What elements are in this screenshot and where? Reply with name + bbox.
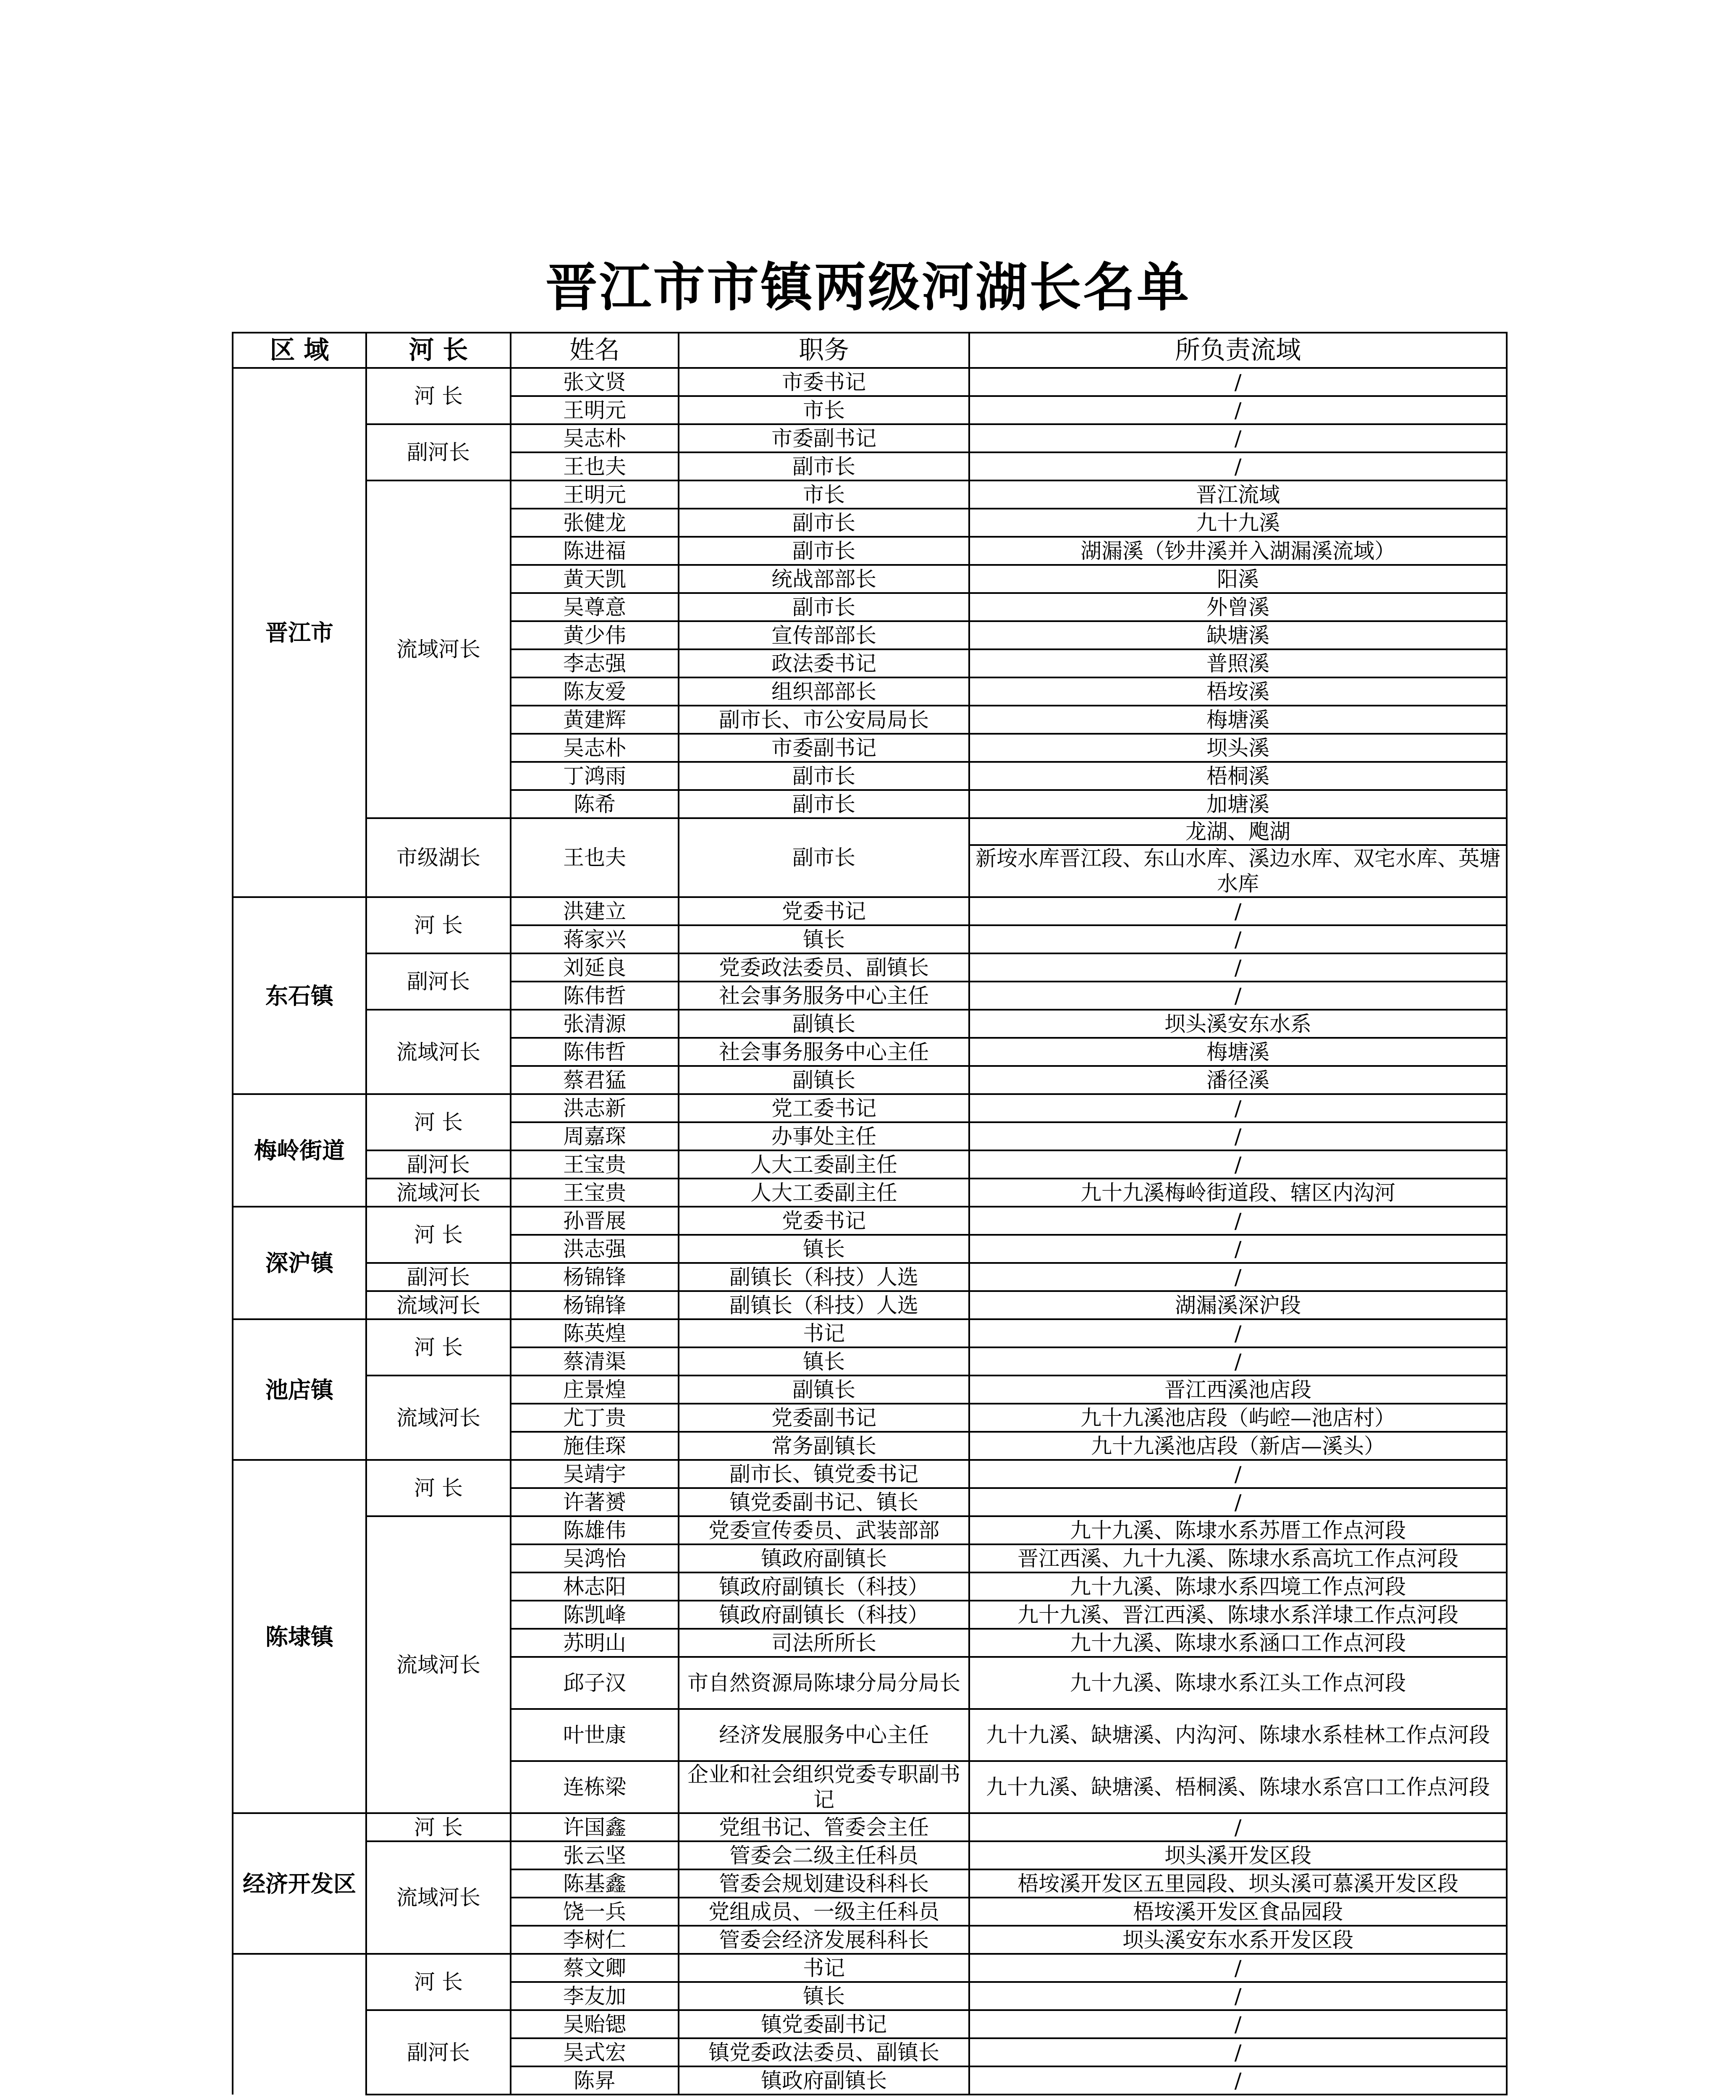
name-cell: 吴志朴 <box>511 734 679 762</box>
name-cell: 张清源 <box>511 1010 679 1038</box>
post-cell: 人大工委副主任 <box>679 1150 969 1179</box>
basin-cell: 坝头溪 <box>969 734 1507 762</box>
post-cell: 镇长 <box>679 1982 969 2010</box>
name-cell: 许著赟 <box>511 1488 679 1516</box>
post-cell: 社会事务服务中心主任 <box>679 982 969 1010</box>
post-cell: 党委书记 <box>679 1207 969 1235</box>
name-cell: 蔡清渠 <box>511 1347 679 1376</box>
chief-role-cell: 河 长 <box>366 1813 511 1841</box>
name-cell: 陈雄伟 <box>511 1516 679 1544</box>
chief-role-cell: 副河长 <box>366 953 511 1010</box>
document-title: 晋江市市镇两级河湖长名单 <box>545 257 1191 318</box>
header-area: 区 域 <box>233 333 366 368</box>
table-row <box>233 1460 1507 1488</box>
post-cell: 管委会二级主任科员 <box>679 1841 969 1869</box>
post-cell: 党委书记 <box>679 897 969 925</box>
name-cell: 王宝贵 <box>511 1179 679 1207</box>
table-row <box>233 1150 1507 1179</box>
table-row <box>233 424 1507 452</box>
chief-role-cell: 河 长 <box>366 1094 511 1150</box>
region-cell: 晋江市 <box>233 368 366 897</box>
basin-cell: / <box>969 2066 1507 2095</box>
post-cell: 党委政法委员、副镇长 <box>679 953 969 982</box>
name-cell: 刘延良 <box>511 953 679 982</box>
post-cell: 副镇长（科技）人选 <box>679 1263 969 1291</box>
name-cell: 邱子汉 <box>511 1657 679 1709</box>
name-cell: 苏明山 <box>511 1629 679 1657</box>
post-cell: 镇政府副镇长（科技） <box>679 1601 969 1629</box>
region-cell: 陈埭镇 <box>233 1460 366 1813</box>
basin-cell: / <box>969 897 1507 925</box>
post-cell: 党组成员、一级主任科员 <box>679 1898 969 1926</box>
table-row <box>233 1179 1507 1207</box>
name-cell: 陈凯峰 <box>511 1601 679 1629</box>
post-cell: 副市长 <box>679 452 969 480</box>
name-cell: 黄天凯 <box>511 565 679 593</box>
post-cell: 组织部部长 <box>679 677 969 706</box>
name-cell: 孙晋展 <box>511 1207 679 1235</box>
name-cell: 李树仁 <box>511 1926 679 1954</box>
name-cell: 蔡君猛 <box>511 1066 679 1094</box>
table-row <box>233 1094 1507 1122</box>
table-row <box>233 1263 1507 1291</box>
post-cell: 副市长 <box>679 790 969 818</box>
post-cell: 镇政府副镇长 <box>679 1544 969 1572</box>
river-chief-roster-table <box>232 332 1508 2095</box>
post-cell: 党委副书记 <box>679 1404 969 1432</box>
post-cell: 社会事务服务中心主任 <box>679 1038 969 1066</box>
name-cell: 吴靖宇 <box>511 1460 679 1488</box>
basin-cell: 九十九溪池店段（新店—溪头） <box>969 1432 1507 1460</box>
post-cell: 党工委书记 <box>679 1094 969 1122</box>
name-cell: 连栋梁 <box>511 1761 679 1813</box>
post-cell: 镇政府副镇长（科技） <box>679 1572 969 1601</box>
region-cell: 深沪镇 <box>233 1207 366 1319</box>
post-cell: 市委副书记 <box>679 734 969 762</box>
table-row <box>233 1010 1507 1038</box>
post-cell: 宣传部部长 <box>679 621 969 649</box>
chief-role-cell: 河 长 <box>366 1207 511 1263</box>
post-cell: 经济发展服务中心主任 <box>679 1709 969 1761</box>
name-cell: 庄景煌 <box>511 1376 679 1404</box>
post-cell: 管委会规划建设科科长 <box>679 1869 969 1898</box>
name-cell: 王明元 <box>511 396 679 424</box>
name-cell: 洪志强 <box>511 1235 679 1263</box>
basin-line: 新垵水库晋江段、东山水库、溪边水库、双宅水库、英塘水库 <box>969 844 1507 896</box>
name-cell: 蔡文卿 <box>511 1954 679 1982</box>
chief-role-cell: 流域河长 <box>366 1516 511 1813</box>
post-cell: 市自然资源局陈埭分局分局长 <box>679 1657 969 1709</box>
basin-cell: 九十九溪、缺塘溪、内沟河、陈埭水系桂林工作点河段 <box>969 1709 1507 1761</box>
header-row <box>233 333 1507 368</box>
post-cell: 镇党委副书记、镇长 <box>679 1488 969 1516</box>
post-cell: 书记 <box>679 1319 969 1347</box>
basin-cell: 梧桐溪 <box>969 762 1507 790</box>
basin-cell: / <box>969 396 1507 424</box>
table-row <box>233 1516 1507 1544</box>
name-cell: 陈友爱 <box>511 677 679 706</box>
name-cell: 吴鸿怡 <box>511 1544 679 1572</box>
table-row <box>233 953 1507 982</box>
header-basin: 所负责流域 <box>969 333 1507 368</box>
region-cell <box>233 1954 366 2095</box>
basin-cell: 湖漏溪深沪段 <box>969 1291 1507 1319</box>
post-cell: 办事处主任 <box>679 1122 969 1150</box>
post-cell: 党组书记、管委会主任 <box>679 1813 969 1841</box>
post-cell: 副镇长 <box>679 1066 969 1094</box>
basin-cell: / <box>969 1235 1507 1263</box>
post-cell: 市委副书记 <box>679 424 969 452</box>
table-row <box>233 1813 1507 1841</box>
name-cell: 李友加 <box>511 1982 679 2010</box>
post-cell: 市长 <box>679 480 969 509</box>
name-cell: 陈伟哲 <box>511 1038 679 1066</box>
basin-cell: 加塘溪 <box>969 790 1507 818</box>
chief-role-cell: 流域河长 <box>366 1376 511 1460</box>
basin-cell: 九十九溪、缺塘溪、梧桐溪、陈埭水系宫口工作点河段 <box>969 1761 1507 1813</box>
post-cell: 常务副镇长 <box>679 1432 969 1460</box>
name-cell: 杨锦锋 <box>511 1263 679 1291</box>
chief-role-cell: 流域河长 <box>366 1291 511 1319</box>
table-row <box>233 1376 1507 1404</box>
name-cell: 王宝贵 <box>511 1150 679 1179</box>
basin-cell: 坝头溪开发区段 <box>969 1841 1507 1869</box>
post-cell: 副市长 <box>679 537 969 565</box>
basin-cell: / <box>969 925 1507 953</box>
post-cell: 副镇长 <box>679 1010 969 1038</box>
post-cell: 副市长 <box>679 593 969 621</box>
basin-cell: / <box>969 1347 1507 1376</box>
name-cell: 吴式宏 <box>511 2038 679 2066</box>
basin-cell: / <box>969 1488 1507 1516</box>
basin-cell <box>969 818 1507 897</box>
name-cell: 施佳琛 <box>511 1432 679 1460</box>
name-cell: 许国鑫 <box>511 1813 679 1841</box>
basin-cell: / <box>969 1122 1507 1150</box>
basin-cell: 外曾溪 <box>969 593 1507 621</box>
table-row <box>233 1207 1507 1235</box>
name-cell: 张文贤 <box>511 368 679 396</box>
chief-role-cell: 副河长 <box>366 2010 511 2095</box>
table-row <box>233 2010 1507 2038</box>
basin-cell: 晋江西溪、九十九溪、陈埭水系高坑工作点河段 <box>969 1544 1507 1572</box>
basin-cell: / <box>969 2038 1507 2066</box>
basin-cell: / <box>969 1460 1507 1488</box>
basin-cell: 梧垵溪开发区食品园段 <box>969 1898 1507 1926</box>
post-cell: 市委书记 <box>679 368 969 396</box>
name-cell: 吴志朴 <box>511 424 679 452</box>
name-cell: 吴尊意 <box>511 593 679 621</box>
name-cell: 林志阳 <box>511 1572 679 1601</box>
name-cell: 饶一兵 <box>511 1898 679 1926</box>
post-cell: 副市长、镇党委书记 <box>679 1460 969 1488</box>
basin-cell: 九十九溪 <box>969 509 1507 537</box>
region-cell: 经济开发区 <box>233 1813 366 1954</box>
post-cell: 镇党委政法委员、副镇长 <box>679 2038 969 2066</box>
basin-cell: 晋江西溪池店段 <box>969 1376 1507 1404</box>
region-cell: 池店镇 <box>233 1319 366 1460</box>
header-name: 姓名 <box>511 333 679 368</box>
name-cell: 张健龙 <box>511 509 679 537</box>
basin-cell: / <box>969 424 1507 452</box>
basin-cell: / <box>969 1207 1507 1235</box>
basin-cell: / <box>969 1094 1507 1122</box>
basin-cell: 九十九溪、陈埭水系涵口工作点河段 <box>969 1629 1507 1657</box>
basin-cell: 梅塘溪 <box>969 1038 1507 1066</box>
name-cell: 张云坚 <box>511 1841 679 1869</box>
post-cell: 镇长 <box>679 1235 969 1263</box>
post-cell: 政法委书记 <box>679 649 969 677</box>
chief-role-cell: 河 长 <box>366 368 511 424</box>
basin-cell: 梧垵溪 <box>969 677 1507 706</box>
table-row <box>233 480 1507 509</box>
table-row <box>233 897 1507 925</box>
name-cell: 蒋家兴 <box>511 925 679 953</box>
name-cell: 杨锦锋 <box>511 1291 679 1319</box>
name-cell: 黄少伟 <box>511 621 679 649</box>
name-cell: 陈昇 <box>511 2066 679 2095</box>
post-cell: 副镇长 <box>679 1376 969 1404</box>
name-cell: 王也夫 <box>511 452 679 480</box>
chief-role-cell: 河 长 <box>366 1954 511 2010</box>
chief-role-cell: 副河长 <box>366 424 511 480</box>
basin-cell: / <box>969 1954 1507 1982</box>
chief-role-cell: 河 长 <box>366 1319 511 1376</box>
basin-cell: 九十九溪梅岭街道段、辖区内沟河 <box>969 1179 1507 1207</box>
table-row <box>233 1291 1507 1319</box>
basin-cell: 九十九溪、晋江西溪、陈埭水系洋埭工作点河段 <box>969 1601 1507 1629</box>
basin-cell: / <box>969 1982 1507 2010</box>
post-cell: 人大工委副主任 <box>679 1179 969 1207</box>
basin-cell: 梧垵溪开发区五里园段、坝头溪可慕溪开发区段 <box>969 1869 1507 1898</box>
table-row <box>233 1841 1507 1869</box>
chief-role-cell: 副河长 <box>366 1150 511 1179</box>
table-row <box>233 1319 1507 1347</box>
basin-cell: / <box>969 452 1507 480</box>
basin-cell: 九十九溪、陈埭水系四境工作点河段 <box>969 1572 1507 1601</box>
post-cell: 副市长 <box>679 762 969 790</box>
name-cell: 叶世康 <box>511 1709 679 1761</box>
basin-cell: / <box>969 982 1507 1010</box>
post-cell: 镇长 <box>679 1347 969 1376</box>
post-cell: 副市长 <box>679 509 969 537</box>
chief-role-cell: 流域河长 <box>366 1841 511 1954</box>
name-cell: 洪志新 <box>511 1094 679 1122</box>
basin-cell: / <box>969 1150 1507 1179</box>
region-cell: 东石镇 <box>233 897 366 1094</box>
post-cell: 副市长 <box>679 818 969 897</box>
basin-cell: / <box>969 1813 1507 1841</box>
basin-cell: / <box>969 1319 1507 1347</box>
chief-role-cell: 副河长 <box>366 1263 511 1291</box>
name-cell: 陈英煌 <box>511 1319 679 1347</box>
basin-cell: 潘径溪 <box>969 1066 1507 1094</box>
header-post: 职务 <box>679 333 969 368</box>
name-cell: 洪建立 <box>511 897 679 925</box>
name-cell: 陈伟哲 <box>511 982 679 1010</box>
name-cell: 陈希 <box>511 790 679 818</box>
name-cell: 王也夫 <box>511 818 679 897</box>
post-cell: 企业和社会组织党委专职副书记 <box>679 1761 969 1813</box>
basin-cell: 普照溪 <box>969 649 1507 677</box>
chief-role-cell: 流域河长 <box>366 1010 511 1094</box>
name-cell: 李志强 <box>511 649 679 677</box>
post-cell: 市长 <box>679 396 969 424</box>
basin-cell: 坝头溪安东水系 <box>969 1010 1507 1038</box>
name-cell: 王明元 <box>511 480 679 509</box>
name-cell: 陈进福 <box>511 537 679 565</box>
post-cell: 镇政府副镇长 <box>679 2066 969 2095</box>
basin-cell: / <box>969 1263 1507 1291</box>
name-cell: 吴贻锶 <box>511 2010 679 2038</box>
basin-cell: 九十九溪、陈埭水系江头工作点河段 <box>969 1657 1507 1709</box>
basin-line: 龙湖、飑湖 <box>1185 819 1290 844</box>
table-row <box>233 818 1507 897</box>
basin-cell: 湖漏溪（钞井溪并入湖漏溪流域） <box>969 537 1507 565</box>
post-cell: 副市长、市公安局局长 <box>679 706 969 734</box>
region-cell: 梅岭街道 <box>233 1094 366 1207</box>
basin-cell: 缺塘溪 <box>969 621 1507 649</box>
chief-role-cell: 河 长 <box>366 897 511 953</box>
post-cell: 镇长 <box>679 925 969 953</box>
basin-cell: 九十九溪、陈埭水系苏厝工作点河段 <box>969 1516 1507 1544</box>
basin-cell: 阳溪 <box>969 565 1507 593</box>
basin-cell: 九十九溪池店段（屿崆—池店村） <box>969 1404 1507 1432</box>
basin-cell: / <box>969 2010 1507 2038</box>
chief-role-cell: 流域河长 <box>366 480 511 818</box>
basin-cell: 梅塘溪 <box>969 706 1507 734</box>
name-cell: 丁鸿雨 <box>511 762 679 790</box>
name-cell: 黄建辉 <box>511 706 679 734</box>
post-cell: 书记 <box>679 1954 969 1982</box>
chief-role-cell: 流域河长 <box>366 1179 511 1207</box>
name-cell: 尤丁贵 <box>511 1404 679 1432</box>
chief-role-cell: 市级湖长 <box>366 818 511 897</box>
basin-cell: / <box>969 953 1507 982</box>
table-row <box>233 368 1507 396</box>
header-role: 河 长 <box>366 333 511 368</box>
name-cell: 周嘉琛 <box>511 1122 679 1150</box>
name-cell: 陈基鑫 <box>511 1869 679 1898</box>
post-cell: 党委宣传委员、武装部部 <box>679 1516 969 1544</box>
chief-role-cell: 河 长 <box>366 1460 511 1516</box>
post-cell: 统战部部长 <box>679 565 969 593</box>
roster-body <box>233 368 1507 2095</box>
post-cell: 副镇长（科技）人选 <box>679 1291 969 1319</box>
basin-cell: 坝头溪安东水系开发区段 <box>969 1926 1507 1954</box>
post-cell: 司法所所长 <box>679 1629 969 1657</box>
basin-cell: 晋江流域 <box>969 480 1507 509</box>
table-row <box>233 1954 1507 1982</box>
post-cell: 管委会经济发展科科长 <box>679 1926 969 1954</box>
basin-cell: / <box>969 368 1507 396</box>
post-cell: 镇党委副书记 <box>679 2010 969 2038</box>
